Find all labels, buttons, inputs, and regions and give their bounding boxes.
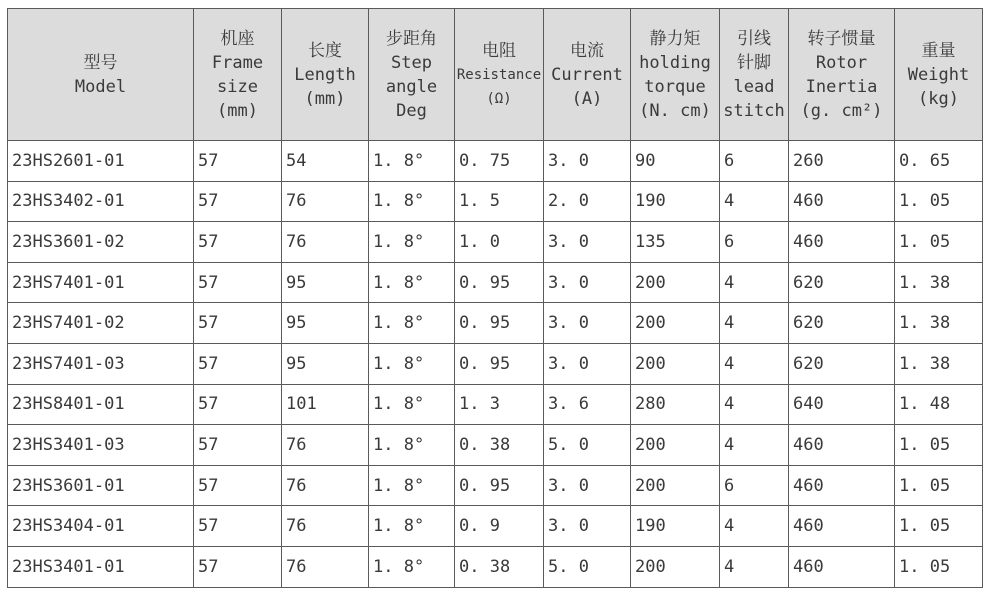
cell-model: 23HS3402-01 bbox=[8, 181, 194, 222]
cell-holding-torque: 90 bbox=[631, 141, 720, 182]
cell-length: 101 bbox=[282, 384, 369, 425]
cell-rotor-inertia: 460 bbox=[789, 222, 895, 263]
cell-rotor-inertia: 460 bbox=[789, 181, 895, 222]
cell-current: 3. 0 bbox=[544, 141, 631, 182]
header-step-angle-en2: angle bbox=[385, 76, 438, 97]
header-step-angle-en1: Step bbox=[391, 52, 432, 73]
cell-lead-stitch: 4 bbox=[720, 506, 789, 547]
cell-current: 3. 0 bbox=[544, 262, 631, 303]
cell-rotor-inertia: 620 bbox=[789, 343, 895, 384]
cell-resistance: 0. 95 bbox=[455, 465, 544, 506]
cell-holding-torque: 200 bbox=[631, 425, 720, 466]
cell-holding-torque: 135 bbox=[631, 222, 720, 263]
table-row bbox=[8, 384, 983, 425]
cell-frame-size: 57 bbox=[194, 303, 282, 344]
cell-frame-size: 57 bbox=[194, 181, 282, 222]
cell-resistance: 0. 38 bbox=[455, 546, 544, 587]
cell-model: 23HS3601-01 bbox=[8, 465, 194, 506]
cell-resistance: 0. 95 bbox=[455, 343, 544, 384]
stepper-motor-spec-table bbox=[7, 8, 983, 588]
cell-current: 3. 0 bbox=[544, 222, 631, 263]
table-row bbox=[8, 141, 983, 182]
cell-step-angle: 1. 8° bbox=[369, 384, 455, 425]
cell-weight: 1. 38 bbox=[895, 262, 983, 303]
cell-holding-torque: 200 bbox=[631, 465, 720, 506]
cell-length: 95 bbox=[282, 303, 369, 344]
cell-length: 76 bbox=[282, 425, 369, 466]
cell-resistance: 0. 75 bbox=[455, 141, 544, 182]
table-row bbox=[8, 303, 983, 344]
cell-current: 3. 0 bbox=[544, 465, 631, 506]
cell-weight: 1. 05 bbox=[895, 465, 983, 506]
cell-resistance: 0. 95 bbox=[455, 303, 544, 344]
cell-step-angle: 1. 8° bbox=[369, 425, 455, 466]
cell-frame-size: 57 bbox=[194, 506, 282, 547]
header-model bbox=[8, 9, 194, 141]
cell-lead-stitch: 4 bbox=[720, 303, 789, 344]
cell-model: 23HS8401-01 bbox=[8, 384, 194, 425]
header-row bbox=[8, 9, 983, 141]
cell-resistance: 0. 9 bbox=[455, 506, 544, 547]
header-resistance-cn: 电阻 bbox=[482, 40, 516, 61]
table-row bbox=[8, 425, 983, 466]
cell-step-angle: 1. 8° bbox=[369, 262, 455, 303]
table-row bbox=[8, 506, 983, 547]
cell-lead-stitch: 4 bbox=[720, 343, 789, 384]
cell-weight: 1. 48 bbox=[895, 384, 983, 425]
cell-step-angle: 1. 8° bbox=[369, 343, 455, 384]
cell-current: 3. 0 bbox=[544, 303, 631, 344]
header-rotor-inertia-en2: Inertia bbox=[805, 76, 878, 97]
header-weight-unit: (kg) bbox=[918, 88, 959, 109]
cell-length: 95 bbox=[282, 262, 369, 303]
table-row bbox=[8, 546, 983, 587]
cell-holding-torque: 200 bbox=[631, 262, 720, 303]
cell-rotor-inertia: 620 bbox=[789, 262, 895, 303]
table-row bbox=[8, 181, 983, 222]
cell-rotor-inertia: 460 bbox=[789, 465, 895, 506]
header-frame-size-unit: (mm) bbox=[217, 100, 258, 121]
cell-lead-stitch: 4 bbox=[720, 546, 789, 587]
cell-step-angle: 1. 8° bbox=[369, 465, 455, 506]
cell-holding-torque: 200 bbox=[631, 546, 720, 587]
cell-model: 23HS7401-02 bbox=[8, 303, 194, 344]
cell-length: 54 bbox=[282, 141, 369, 182]
cell-weight: 1. 05 bbox=[895, 506, 983, 547]
cell-weight: 1. 05 bbox=[895, 222, 983, 263]
cell-frame-size: 57 bbox=[194, 141, 282, 182]
cell-weight: 1. 05 bbox=[895, 181, 983, 222]
header-frame-size-en2: size bbox=[217, 76, 258, 97]
cell-rotor-inertia: 460 bbox=[789, 546, 895, 587]
cell-current: 5. 0 bbox=[544, 425, 631, 466]
cell-model: 23HS3401-03 bbox=[8, 425, 194, 466]
header-length-unit: (mm) bbox=[304, 88, 346, 109]
header-frame-size-en1: Frame bbox=[211, 52, 264, 73]
cell-current: 3. 0 bbox=[544, 343, 631, 384]
cell-frame-size: 57 bbox=[194, 465, 282, 506]
cell-weight: 1. 05 bbox=[895, 546, 983, 587]
cell-length: 76 bbox=[282, 546, 369, 587]
header-model-cn: 型号 bbox=[83, 52, 118, 73]
cell-step-angle: 1. 8° bbox=[369, 546, 455, 587]
header-model-en: Model bbox=[74, 76, 127, 97]
cell-holding-torque: 200 bbox=[631, 343, 720, 384]
header-length-en: Length bbox=[294, 64, 356, 85]
cell-resistance: 0. 38 bbox=[455, 425, 544, 466]
header-holding-torque-cn: 静力矩 bbox=[649, 28, 701, 49]
cell-length: 95 bbox=[282, 343, 369, 384]
spec-table-container bbox=[7, 8, 983, 588]
cell-model: 23HS3404-01 bbox=[8, 506, 194, 547]
header-length bbox=[282, 9, 369, 141]
header-frame-size-cn: 机座 bbox=[220, 28, 255, 49]
header-current-unit: (A) bbox=[571, 88, 603, 109]
cell-weight: 0. 65 bbox=[895, 141, 983, 182]
cell-rotor-inertia: 260 bbox=[789, 141, 895, 182]
header-rotor-inertia-en1: Rotor bbox=[815, 52, 868, 73]
cell-model: 23HS3401-01 bbox=[8, 546, 194, 587]
cell-step-angle: 1. 8° bbox=[369, 181, 455, 222]
header-current-cn: 电流 bbox=[570, 40, 604, 61]
header-lead-stitch bbox=[720, 9, 789, 141]
header-rotor-inertia bbox=[789, 9, 895, 141]
cell-rotor-inertia: 640 bbox=[789, 384, 895, 425]
cell-resistance: 1. 3 bbox=[455, 384, 544, 425]
header-holding-torque-en1: holding bbox=[639, 52, 711, 73]
table-row bbox=[8, 343, 983, 384]
cell-lead-stitch: 4 bbox=[720, 384, 789, 425]
table-row bbox=[8, 465, 983, 506]
table-row bbox=[8, 222, 983, 263]
header-lead-stitch-en2: stitch bbox=[723, 100, 785, 121]
header-resistance bbox=[455, 9, 544, 141]
header-weight-en: Weight bbox=[907, 64, 970, 85]
cell-frame-size: 57 bbox=[194, 384, 282, 425]
header-lead-stitch-en1: lead bbox=[733, 76, 775, 97]
cell-holding-torque: 190 bbox=[631, 181, 720, 222]
cell-resistance: 1. 5 bbox=[455, 181, 544, 222]
table-row bbox=[8, 262, 983, 303]
cell-current: 2. 0 bbox=[544, 181, 631, 222]
cell-current: 5. 0 bbox=[544, 546, 631, 587]
cell-weight: 1. 05 bbox=[895, 425, 983, 466]
header-resistance-unit: (Ω) bbox=[486, 90, 512, 107]
header-step-angle-unit: Deg bbox=[396, 100, 427, 121]
cell-lead-stitch: 6 bbox=[720, 141, 789, 182]
cell-rotor-inertia: 620 bbox=[789, 303, 895, 344]
cell-step-angle: 1. 8° bbox=[369, 222, 455, 263]
cell-length: 76 bbox=[282, 465, 369, 506]
header-holding-torque bbox=[631, 9, 720, 141]
cell-model: 23HS2601-01 bbox=[8, 141, 194, 182]
cell-resistance: 0. 95 bbox=[455, 262, 544, 303]
header-frame-size bbox=[194, 9, 282, 141]
header-holding-torque-unit: (N. cm) bbox=[639, 100, 711, 121]
table-header bbox=[8, 9, 983, 141]
cell-step-angle: 1. 8° bbox=[369, 141, 455, 182]
cell-frame-size: 57 bbox=[194, 343, 282, 384]
header-lead-stitch-cn2: 针脚 bbox=[737, 52, 771, 73]
cell-frame-size: 57 bbox=[194, 546, 282, 587]
cell-frame-size: 57 bbox=[194, 425, 282, 466]
header-holding-torque-en2: torque bbox=[644, 76, 706, 97]
cell-current: 3. 6 bbox=[544, 384, 631, 425]
cell-length: 76 bbox=[282, 506, 369, 547]
cell-step-angle: 1. 8° bbox=[369, 506, 455, 547]
header-current bbox=[544, 9, 631, 141]
header-length-cn: 长度 bbox=[308, 40, 342, 61]
header-rotor-inertia-cn: 转子惯量 bbox=[807, 28, 876, 49]
header-weight bbox=[895, 9, 983, 141]
cell-frame-size: 57 bbox=[194, 262, 282, 303]
header-step-angle bbox=[369, 9, 455, 141]
cell-holding-torque: 190 bbox=[631, 506, 720, 547]
header-current-en: Current bbox=[551, 64, 623, 85]
header-step-angle-cn: 步距角 bbox=[386, 28, 437, 49]
cell-model: 23HS7401-03 bbox=[8, 343, 194, 384]
cell-resistance: 1. 0 bbox=[455, 222, 544, 263]
cell-step-angle: 1. 8° bbox=[369, 303, 455, 344]
cell-lead-stitch: 4 bbox=[720, 425, 789, 466]
cell-lead-stitch: 4 bbox=[720, 262, 789, 303]
header-weight-cn: 重量 bbox=[921, 40, 956, 61]
header-rotor-inertia-unit: (g. cm²) bbox=[800, 100, 883, 121]
cell-length: 76 bbox=[282, 222, 369, 263]
cell-lead-stitch: 6 bbox=[720, 222, 789, 263]
cell-rotor-inertia: 460 bbox=[789, 506, 895, 547]
table-body bbox=[8, 141, 983, 588]
cell-current: 3. 0 bbox=[544, 506, 631, 547]
cell-lead-stitch: 6 bbox=[720, 465, 789, 506]
header-lead-stitch-cn1: 引线 bbox=[737, 28, 771, 49]
cell-weight: 1. 38 bbox=[895, 303, 983, 344]
cell-rotor-inertia: 460 bbox=[789, 425, 895, 466]
cell-frame-size: 57 bbox=[194, 222, 282, 263]
cell-holding-torque: 200 bbox=[631, 303, 720, 344]
cell-holding-torque: 280 bbox=[631, 384, 720, 425]
cell-lead-stitch: 4 bbox=[720, 181, 789, 222]
cell-weight: 1. 38 bbox=[895, 343, 983, 384]
cell-model: 23HS7401-01 bbox=[8, 262, 194, 303]
cell-length: 76 bbox=[282, 181, 369, 222]
header-resistance-en: Resistance bbox=[456, 66, 542, 83]
cell-model: 23HS3601-02 bbox=[8, 222, 194, 263]
